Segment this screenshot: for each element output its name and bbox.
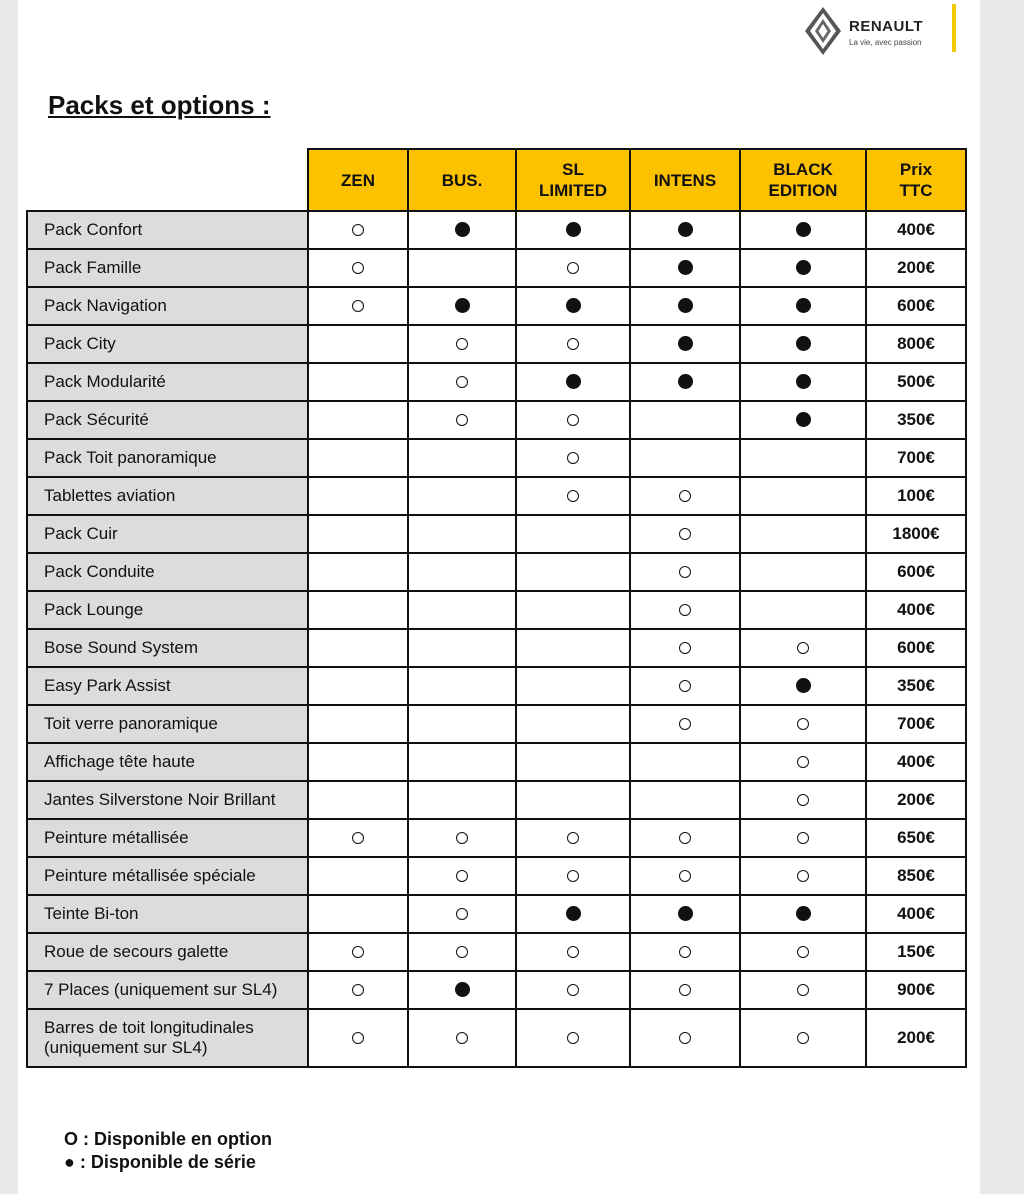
open-circle-icon bbox=[679, 528, 691, 540]
page-title: Packs et options : bbox=[48, 90, 271, 120]
renault-diamond-icon bbox=[803, 6, 843, 56]
filled-circle-icon bbox=[455, 982, 470, 997]
empty-cell bbox=[408, 439, 516, 477]
option-cell bbox=[516, 1009, 630, 1067]
option-cell bbox=[740, 705, 866, 743]
price-cell: 200€ bbox=[866, 1009, 966, 1067]
empty-cell bbox=[308, 781, 408, 819]
standard-cell bbox=[630, 325, 740, 363]
row-label bbox=[27, 857, 308, 895]
empty-cell bbox=[408, 477, 516, 515]
empty-cell bbox=[408, 629, 516, 667]
table-header-row bbox=[27, 149, 966, 211]
empty-cell bbox=[516, 781, 630, 819]
table-row bbox=[27, 895, 966, 933]
row-label-line: Pack Sécurité bbox=[44, 410, 149, 429]
row-label-line: Tablettes aviation bbox=[44, 486, 176, 505]
row-label-line: Pack Modularité bbox=[44, 372, 166, 391]
row-label-line: Pack Famille bbox=[44, 258, 142, 277]
option-cell bbox=[516, 325, 630, 363]
price-cell: 850€ bbox=[866, 857, 966, 895]
open-circle-icon bbox=[567, 414, 579, 426]
price-cell: 800€ bbox=[866, 325, 966, 363]
standard-cell bbox=[516, 363, 630, 401]
row-label-line: 7 Places (uniquement sur SL4) bbox=[44, 980, 278, 999]
filled-circle-icon bbox=[796, 678, 811, 693]
open-circle-icon bbox=[679, 490, 691, 502]
empty-cell bbox=[740, 515, 866, 553]
row-label bbox=[27, 401, 308, 439]
row-label-line: Toit verre panoramique bbox=[44, 714, 218, 733]
option-cell bbox=[740, 743, 866, 781]
empty-cell bbox=[630, 439, 740, 477]
option-cell bbox=[408, 857, 516, 895]
standard-cell bbox=[740, 249, 866, 287]
row-label bbox=[27, 971, 308, 1009]
empty-cell bbox=[630, 401, 740, 439]
filled-circle-icon bbox=[566, 374, 581, 389]
empty-cell bbox=[308, 857, 408, 895]
open-circle-icon bbox=[352, 946, 364, 958]
option-cell bbox=[308, 211, 408, 249]
empty-cell bbox=[408, 591, 516, 629]
open-circle-icon bbox=[679, 870, 691, 882]
row-label-line: Barres de toit longitudinales bbox=[44, 1018, 254, 1037]
filled-circle-icon bbox=[566, 298, 581, 313]
option-cell bbox=[308, 287, 408, 325]
option-cell bbox=[630, 971, 740, 1009]
option-cell bbox=[516, 401, 630, 439]
row-label-line: (uniquement sur SL4) bbox=[44, 1038, 208, 1057]
brand-accent-bar bbox=[952, 4, 956, 52]
legend-option-text: : Disponible en option bbox=[83, 1129, 272, 1149]
table-row bbox=[27, 705, 966, 743]
empty-cell bbox=[516, 591, 630, 629]
open-circle-icon bbox=[797, 984, 809, 996]
open-circle-icon bbox=[797, 642, 809, 654]
row-label-line: Pack Cuir bbox=[44, 524, 118, 543]
option-cell bbox=[516, 249, 630, 287]
price-cell: 400€ bbox=[866, 591, 966, 629]
table-row bbox=[27, 971, 966, 1009]
table-row bbox=[27, 249, 966, 287]
standard-cell bbox=[740, 211, 866, 249]
open-circle-icon bbox=[352, 224, 364, 236]
filled-circle-icon bbox=[796, 222, 811, 237]
open-circle-icon bbox=[567, 984, 579, 996]
column-header-line: EDITION bbox=[768, 181, 838, 200]
price-cell: 350€ bbox=[866, 667, 966, 705]
open-circle-icon bbox=[567, 870, 579, 882]
option-cell bbox=[516, 857, 630, 895]
row-label bbox=[27, 553, 308, 591]
empty-cell bbox=[308, 439, 408, 477]
empty-cell bbox=[308, 515, 408, 553]
column-header-line: BLACK bbox=[773, 160, 833, 179]
row-label bbox=[27, 439, 308, 477]
price-cell: 200€ bbox=[866, 781, 966, 819]
price-cell: 650€ bbox=[866, 819, 966, 857]
option-cell bbox=[408, 325, 516, 363]
open-circle-icon bbox=[679, 642, 691, 654]
price-cell: 700€ bbox=[866, 705, 966, 743]
empty-cell bbox=[740, 553, 866, 591]
row-label-line: Pack City bbox=[44, 334, 116, 353]
price-cell: 600€ bbox=[866, 287, 966, 325]
row-label bbox=[27, 515, 308, 553]
table-row bbox=[27, 743, 966, 781]
open-circle-icon bbox=[456, 1032, 468, 1044]
row-label-line: Pack Toit panoramique bbox=[44, 448, 217, 467]
row-label bbox=[27, 591, 308, 629]
row-label bbox=[27, 781, 308, 819]
price-cell: 200€ bbox=[866, 249, 966, 287]
price-cell: 400€ bbox=[866, 895, 966, 933]
row-label-line: Pack Confort bbox=[44, 220, 143, 239]
open-circle-icon bbox=[797, 1032, 809, 1044]
price-cell: 100€ bbox=[866, 477, 966, 515]
column-header-line: BUS. bbox=[441, 170, 483, 190]
filled-circle-icon bbox=[678, 374, 693, 389]
row-label bbox=[27, 743, 308, 781]
table-row bbox=[27, 1009, 966, 1067]
filled-circle-icon bbox=[796, 336, 811, 351]
open-circle-icon bbox=[679, 566, 691, 578]
option-cell bbox=[740, 629, 866, 667]
open-circle-icon bbox=[797, 756, 809, 768]
price-cell: 350€ bbox=[866, 401, 966, 439]
table-row bbox=[27, 933, 966, 971]
option-cell bbox=[630, 477, 740, 515]
table-row bbox=[27, 211, 966, 249]
open-circle-icon bbox=[797, 832, 809, 844]
filled-circle-icon bbox=[455, 298, 470, 313]
row-label-line: Jantes Silverstone Noir Brillant bbox=[44, 790, 276, 809]
filled-circle-icon bbox=[796, 412, 811, 427]
column-header-line: SL bbox=[562, 160, 584, 179]
option-cell bbox=[516, 439, 630, 477]
table-row bbox=[27, 667, 966, 705]
column-header bbox=[308, 149, 408, 211]
option-cell bbox=[630, 667, 740, 705]
brand-tagline: La vie, avec passion bbox=[849, 38, 922, 47]
option-cell bbox=[630, 857, 740, 895]
row-label bbox=[27, 933, 308, 971]
filled-circle-icon bbox=[455, 222, 470, 237]
table-row bbox=[27, 553, 966, 591]
standard-cell bbox=[740, 667, 866, 705]
column-header bbox=[516, 149, 630, 211]
column-header bbox=[866, 149, 966, 211]
empty-cell bbox=[308, 667, 408, 705]
table-row bbox=[27, 287, 966, 325]
row-label bbox=[27, 895, 308, 933]
standard-cell bbox=[740, 325, 866, 363]
price-cell: 600€ bbox=[866, 553, 966, 591]
column-header bbox=[630, 149, 740, 211]
standard-cell bbox=[408, 287, 516, 325]
open-circle-icon bbox=[456, 946, 468, 958]
option-cell bbox=[630, 553, 740, 591]
row-label bbox=[27, 819, 308, 857]
open-circle-icon bbox=[352, 984, 364, 996]
open-circle-icon bbox=[797, 946, 809, 958]
standard-cell bbox=[630, 211, 740, 249]
row-label-line: Pack Navigation bbox=[44, 296, 167, 315]
table-row bbox=[27, 819, 966, 857]
empty-cell bbox=[308, 363, 408, 401]
renault-logo bbox=[803, 6, 963, 54]
empty-cell bbox=[516, 743, 630, 781]
row-label-line: Pack Lounge bbox=[44, 600, 144, 619]
empty-cell bbox=[408, 249, 516, 287]
open-circle-icon bbox=[456, 376, 468, 388]
price-cell: 400€ bbox=[866, 743, 966, 781]
row-label-line: Easy Park Assist bbox=[44, 676, 171, 695]
option-cell bbox=[408, 819, 516, 857]
legend-standard-symbol: ● bbox=[64, 1152, 75, 1172]
legend-standard-text: : Disponible de série bbox=[79, 1152, 256, 1172]
document-page bbox=[18, 0, 980, 1194]
open-circle-icon bbox=[352, 832, 364, 844]
option-cell bbox=[516, 819, 630, 857]
open-circle-icon bbox=[352, 300, 364, 312]
option-cell bbox=[740, 819, 866, 857]
empty-cell bbox=[740, 477, 866, 515]
empty-cell bbox=[308, 401, 408, 439]
row-label-line: Roue de secours galette bbox=[44, 942, 229, 961]
table-row bbox=[27, 477, 966, 515]
empty-cell bbox=[516, 629, 630, 667]
empty-cell bbox=[408, 667, 516, 705]
empty-cell bbox=[408, 515, 516, 553]
open-circle-icon bbox=[567, 946, 579, 958]
open-circle-icon bbox=[679, 984, 691, 996]
empty-cell bbox=[408, 781, 516, 819]
option-cell bbox=[630, 819, 740, 857]
table-row bbox=[27, 439, 966, 477]
empty-cell bbox=[308, 743, 408, 781]
standard-cell bbox=[630, 287, 740, 325]
row-label-line: Teinte Bi-ton bbox=[44, 904, 139, 923]
option-cell bbox=[740, 933, 866, 971]
row-label-line: Bose Sound System bbox=[44, 638, 199, 657]
legend-option-symbol: O bbox=[64, 1129, 79, 1149]
open-circle-icon bbox=[352, 1032, 364, 1044]
open-circle-icon bbox=[567, 1032, 579, 1044]
option-cell bbox=[740, 857, 866, 895]
standard-cell bbox=[630, 363, 740, 401]
standard-cell bbox=[630, 249, 740, 287]
table-row bbox=[27, 591, 966, 629]
standard-cell bbox=[740, 895, 866, 933]
option-cell bbox=[516, 477, 630, 515]
empty-cell bbox=[308, 591, 408, 629]
open-circle-icon bbox=[679, 946, 691, 958]
filled-circle-icon bbox=[678, 336, 693, 351]
empty-cell bbox=[408, 743, 516, 781]
column-header-line: TTC bbox=[899, 181, 933, 200]
option-cell bbox=[308, 971, 408, 1009]
empty-cell bbox=[516, 705, 630, 743]
open-circle-icon bbox=[567, 262, 579, 274]
row-label bbox=[27, 705, 308, 743]
row-label-line: Affichage tête haute bbox=[44, 752, 195, 771]
option-cell bbox=[516, 933, 630, 971]
table-row bbox=[27, 401, 966, 439]
row-label bbox=[27, 363, 308, 401]
price-cell: 500€ bbox=[866, 363, 966, 401]
open-circle-icon bbox=[679, 680, 691, 692]
row-label bbox=[27, 287, 308, 325]
standard-cell bbox=[630, 895, 740, 933]
open-circle-icon bbox=[567, 452, 579, 464]
option-cell bbox=[308, 1009, 408, 1067]
option-cell bbox=[630, 933, 740, 971]
open-circle-icon bbox=[567, 832, 579, 844]
filled-circle-icon bbox=[796, 298, 811, 313]
option-cell bbox=[740, 1009, 866, 1067]
option-cell bbox=[308, 933, 408, 971]
row-label bbox=[27, 667, 308, 705]
option-cell bbox=[630, 705, 740, 743]
option-cell bbox=[408, 933, 516, 971]
row-label bbox=[27, 325, 308, 363]
table-row bbox=[27, 325, 966, 363]
open-circle-icon bbox=[456, 832, 468, 844]
column-header-line: Prix bbox=[899, 160, 933, 179]
row-label bbox=[27, 629, 308, 667]
open-circle-icon bbox=[456, 870, 468, 882]
standard-cell bbox=[408, 971, 516, 1009]
option-cell bbox=[740, 781, 866, 819]
empty-cell bbox=[740, 439, 866, 477]
filled-circle-icon bbox=[796, 260, 811, 275]
standard-cell bbox=[740, 363, 866, 401]
filled-circle-icon bbox=[678, 222, 693, 237]
empty-cell bbox=[408, 705, 516, 743]
legend bbox=[64, 1128, 272, 1174]
column-header-line: ZEN bbox=[341, 170, 375, 190]
row-label-line: Pack Conduite bbox=[44, 562, 155, 581]
row-label bbox=[27, 249, 308, 287]
table-row bbox=[27, 781, 966, 819]
open-circle-icon bbox=[797, 718, 809, 730]
standard-cell bbox=[516, 211, 630, 249]
filled-circle-icon bbox=[678, 260, 693, 275]
table-corner bbox=[27, 149, 308, 211]
standard-cell bbox=[408, 211, 516, 249]
filled-circle-icon bbox=[566, 222, 581, 237]
filled-circle-icon bbox=[796, 906, 811, 921]
empty-cell bbox=[308, 325, 408, 363]
open-circle-icon bbox=[797, 870, 809, 882]
price-cell: 700€ bbox=[866, 439, 966, 477]
price-cell: 600€ bbox=[866, 629, 966, 667]
open-circle-icon bbox=[679, 1032, 691, 1044]
open-circle-icon bbox=[456, 338, 468, 350]
table-row bbox=[27, 515, 966, 553]
option-cell bbox=[516, 971, 630, 1009]
table-row bbox=[27, 363, 966, 401]
legend-option bbox=[64, 1128, 272, 1151]
option-cell bbox=[408, 401, 516, 439]
empty-cell bbox=[516, 667, 630, 705]
filled-circle-icon bbox=[678, 298, 693, 313]
column-header-line: INTENS bbox=[653, 170, 717, 190]
empty-cell bbox=[308, 553, 408, 591]
empty-cell bbox=[516, 515, 630, 553]
empty-cell bbox=[630, 743, 740, 781]
filled-circle-icon bbox=[796, 374, 811, 389]
row-label bbox=[27, 477, 308, 515]
option-cell bbox=[630, 629, 740, 667]
empty-cell bbox=[308, 477, 408, 515]
option-cell bbox=[740, 971, 866, 1009]
option-cell bbox=[408, 363, 516, 401]
empty-cell bbox=[516, 553, 630, 591]
open-circle-icon bbox=[679, 718, 691, 730]
column-header-line: LIMITED bbox=[539, 181, 607, 200]
column-header bbox=[408, 149, 516, 211]
open-circle-icon bbox=[679, 832, 691, 844]
standard-cell bbox=[516, 895, 630, 933]
standard-cell bbox=[516, 287, 630, 325]
legend-standard bbox=[64, 1151, 272, 1174]
price-cell: 150€ bbox=[866, 933, 966, 971]
price-cell: 900€ bbox=[866, 971, 966, 1009]
option-cell bbox=[630, 591, 740, 629]
option-cell bbox=[408, 1009, 516, 1067]
open-circle-icon bbox=[456, 908, 468, 920]
standard-cell bbox=[740, 401, 866, 439]
empty-cell bbox=[740, 591, 866, 629]
price-cell: 400€ bbox=[866, 211, 966, 249]
empty-cell bbox=[408, 553, 516, 591]
empty-cell bbox=[308, 705, 408, 743]
option-cell bbox=[408, 895, 516, 933]
open-circle-icon bbox=[567, 338, 579, 350]
table-row bbox=[27, 857, 966, 895]
filled-circle-icon bbox=[566, 906, 581, 921]
row-label-line: Peinture métallisée spéciale bbox=[44, 866, 256, 885]
filled-circle-icon bbox=[678, 906, 693, 921]
option-cell bbox=[308, 249, 408, 287]
standard-cell bbox=[740, 287, 866, 325]
price-cell: 1800€ bbox=[866, 515, 966, 553]
row-label bbox=[27, 211, 308, 249]
option-cell bbox=[630, 515, 740, 553]
empty-cell bbox=[308, 895, 408, 933]
brand-name: RENAULT bbox=[849, 18, 924, 35]
table-row bbox=[27, 629, 966, 667]
row-label-line: Peinture métallisée bbox=[44, 828, 189, 847]
column-header bbox=[740, 149, 866, 211]
empty-cell bbox=[308, 629, 408, 667]
option-cell bbox=[308, 819, 408, 857]
options-table bbox=[26, 148, 967, 1068]
open-circle-icon bbox=[352, 262, 364, 274]
open-circle-icon bbox=[797, 794, 809, 806]
row-label bbox=[27, 1009, 308, 1067]
open-circle-icon bbox=[456, 414, 468, 426]
option-cell bbox=[630, 1009, 740, 1067]
open-circle-icon bbox=[567, 490, 579, 502]
open-circle-icon bbox=[679, 604, 691, 616]
empty-cell bbox=[630, 781, 740, 819]
